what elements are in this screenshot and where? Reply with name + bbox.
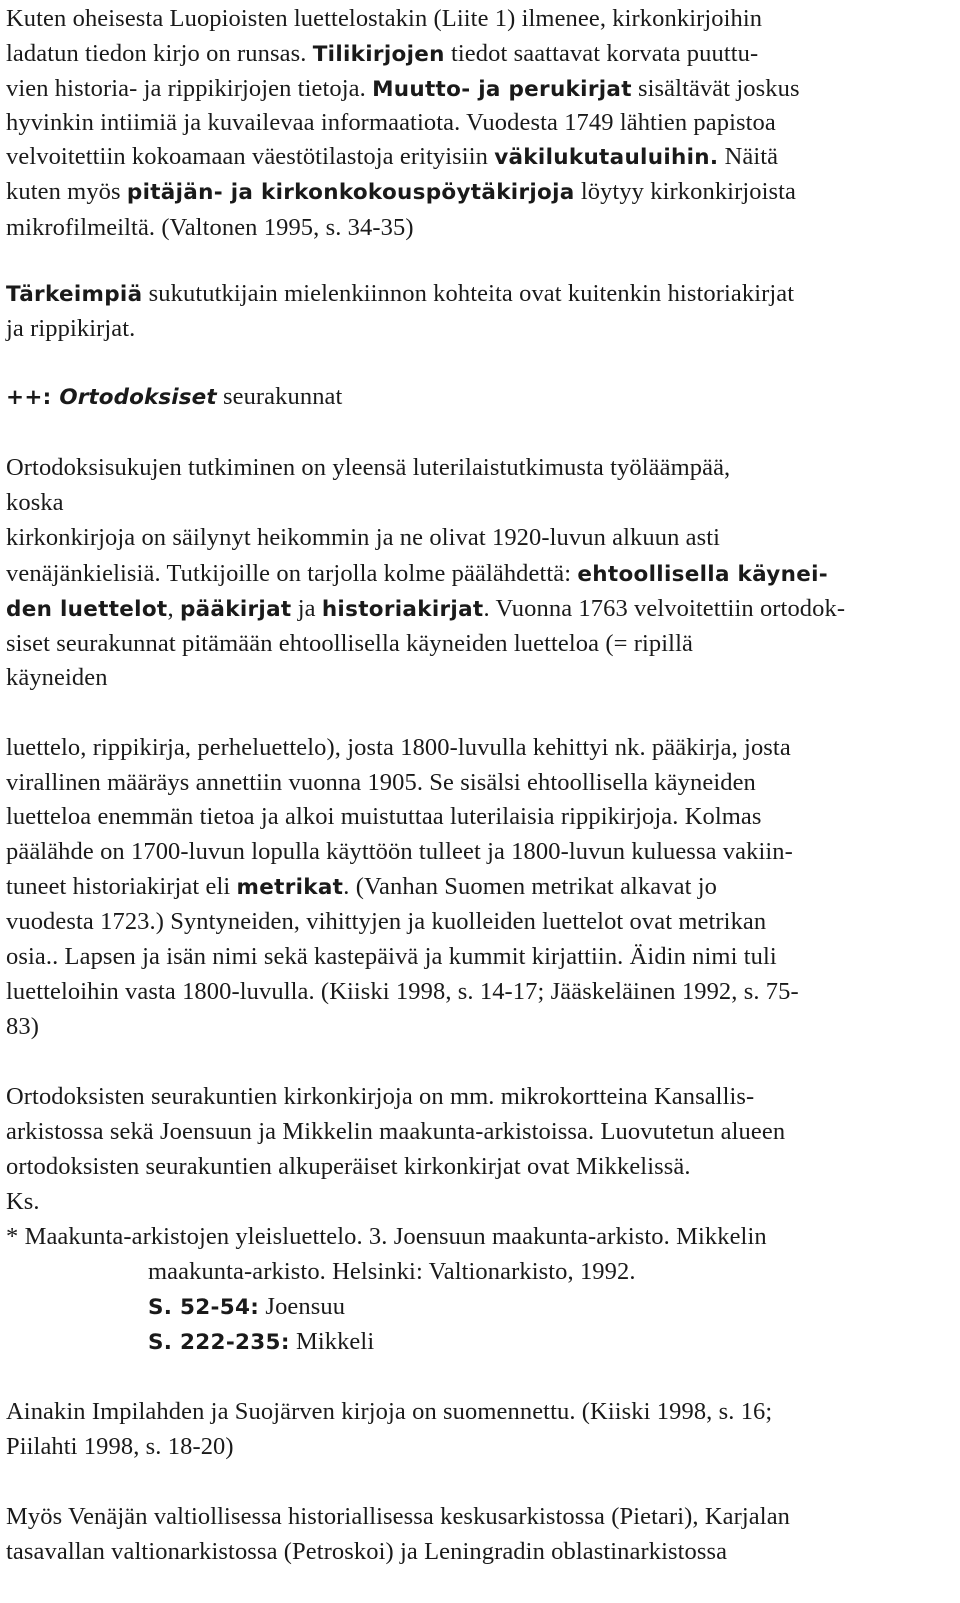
bold-italic-term: Ortodoksiset <box>59 385 217 410</box>
text-line <box>6 1395 772 1429</box>
text-run: venäjänkielisiä. Tutkijoille on tarjolla kolme päälähdettä: <box>6 560 578 587</box>
text-run: luettelo, rippikirja, perheluettelo), josta 1800-luvulla kehittyi nk. pääkirja, josta <box>6 734 791 761</box>
text-run: seurakunnat <box>216 383 343 410</box>
text-line <box>6 661 108 695</box>
text-line <box>6 940 777 974</box>
text-run: sisältävät joskus <box>631 75 800 102</box>
bold-term: pitäjän- ja kirkonkokouspöytäkirjoja <box>126 180 575 205</box>
text-line <box>6 1150 691 1184</box>
text-line <box>6 975 799 1009</box>
text-line <box>6 1430 234 1464</box>
text-line <box>148 1255 636 1289</box>
text-run: . (Vanhan Suomen metrikat alkavat jo <box>343 873 717 900</box>
bold-term: Muutto- ja perukirjat <box>372 77 632 102</box>
text-run: koska <box>6 489 64 516</box>
text-run: , <box>167 595 180 622</box>
text-run: Kuten oheisesta Luopioisten luettelostakin (Liite 1) ilmenee, kirkonkirjoihin <box>6 5 763 32</box>
bold-term: S. 52-54: <box>148 1295 260 1320</box>
text-run: hyvinkin intiimiä ja kuvailevaa informaatiota. Vuodesta 1749 lähtien papistoa <box>6 109 776 136</box>
text-line <box>6 1185 40 1219</box>
text-run: ladatun tiedon kirjo on runsas. <box>6 40 313 67</box>
text-line <box>6 1080 754 1114</box>
text-run: päälähde on 1700-luvun lopulla käyttöön tulleet ja 1800-luvun kuluessa vakiin- <box>6 838 793 865</box>
bold-term: metrikat <box>236 875 344 900</box>
text-line <box>6 175 796 209</box>
text-line <box>6 37 758 71</box>
text-line <box>6 1115 785 1149</box>
text-line <box>6 380 342 414</box>
text-run: Myös Venäjän valtiollisessa historiallisessa keskusarkistossa (Pietari), Karjalan <box>6 1503 791 1530</box>
bold-term: S. 222-235: <box>148 1330 290 1355</box>
text-run: luetteloa enemmän tietoa ja alkoi muistuttaa luterilaisia rippikirjoja. Kolmas <box>6 803 762 830</box>
text-run: kirkonkirjoja on säilynyt heikommin ja ne olivat 1920-luvun alkuun asti <box>6 524 721 551</box>
text-run: vuodesta 1723.) Syntyneiden, vihittyjen ja kuolleiden luettelot ovat metrikan <box>6 908 767 935</box>
text-line <box>6 277 794 311</box>
text-run: ja <box>291 595 322 622</box>
text-run: tasavallan valtionarkistossa (Petroskoi) ja Leningradin oblastinarkistossa <box>6 1538 728 1565</box>
text-run: Ks. <box>6 1188 40 1215</box>
text-run: virallinen määräys annettiin vuonna 1905. Se sisälsi ehtoollisella käyneiden <box>6 769 756 796</box>
text-line <box>6 800 762 834</box>
text-run: ortodoksisten seurakuntien alkuperäiset kirkonkirjat ovat Mikkelissä. <box>6 1153 691 1180</box>
text-run: tiedot saattavat korvata puuttu- <box>444 40 759 67</box>
bold-term: väkilukutauluihin. <box>494 145 719 170</box>
text-line <box>6 627 693 661</box>
text-line <box>6 592 845 626</box>
text-line <box>148 1325 374 1359</box>
text-line <box>6 905 766 939</box>
text-run: . Vuonna 1763 velvoitettiin ortodok- <box>483 595 846 622</box>
text-run: osia.. Lapsen ja isän nimi sekä kastepäivä ja kummit kirjattiin. Äidin nimi tuli <box>6 943 777 970</box>
text-run: * Maakunta-arkistojen yleisluettelo. 3. Joensuun maakunta-arkisto. Mikkelin <box>6 1223 767 1250</box>
text-run: luetteloihin vasta 1800-luvulla. (Kiiski 1998, s. 14-17; Jääskeläinen 1992, s. 75- <box>6 978 799 1005</box>
text-run: siset seurakunnat pitämään ehtoollisella käyneiden luetteloa (= ripillä <box>6 630 693 657</box>
text-line <box>6 1535 727 1569</box>
text-run: käyneiden <box>6 664 108 691</box>
text-line <box>6 486 64 520</box>
text-run: Ortodoksisten seurakuntien kirkonkirjoja on mm. mikrokortteina Kansallis- <box>6 1083 755 1110</box>
text-run: maakunta-arkisto. Helsinki: Valtionarkisto, 1992. <box>148 1258 636 1285</box>
text-run: Ortodoksisukujen tutkiminen on yleensä luterilaistutkimusta työläämpää, <box>6 454 731 481</box>
text-run: tuneet historiakirjat eli <box>6 873 237 900</box>
text-line <box>6 1220 767 1254</box>
text-line <box>6 1500 790 1534</box>
text-line <box>148 1290 345 1324</box>
bold-term: den luettelot <box>6 597 168 622</box>
text-run: Piilahti 1998, s. 18-20) <box>6 1433 234 1460</box>
text-line <box>6 72 800 106</box>
text-line <box>6 521 720 555</box>
text-run: Ainakin Impilahden ja Suojärven kirjoja on suomennettu. (Kiiski 1998, s. 16; <box>6 1398 773 1425</box>
text-line <box>6 1010 39 1044</box>
text-run: Joensuu <box>259 1293 346 1320</box>
text-run: sukututkijain mielenkiinnon kohteita ovat kuitenkin historiakirjat <box>142 280 795 307</box>
text-line <box>6 2 762 36</box>
text-line <box>6 211 414 245</box>
text-run: Näitä <box>718 143 779 170</box>
bold-term: ++: <box>6 385 60 410</box>
text-line <box>6 766 756 800</box>
text-run: vien historia- ja rippikirjojen tietoja. <box>6 75 373 102</box>
text-run: arkistossa sekä Joensuun ja Mikkelin maakunta-arkistoissa. Luovutetun alueen <box>6 1118 786 1145</box>
text-line <box>6 731 791 765</box>
text-line <box>6 835 793 869</box>
text-run: kuten myös <box>6 178 127 205</box>
text-run: 83) <box>6 1013 39 1040</box>
text-run: Mikkeli <box>289 1328 375 1355</box>
text-run: ja rippikirjat. <box>6 315 136 342</box>
bold-term: Tilikirjojen <box>312 42 445 67</box>
bold-term: Tärkeimpiä <box>6 282 143 307</box>
bold-term: historiakirjat <box>321 597 484 622</box>
text-line <box>6 557 828 591</box>
text-run: velvoitettiin kokoamaan väestötilastoja erityisiin <box>6 143 495 170</box>
text-run: mikrofilmeiltä. (Valtonen 1995, s. 34-35) <box>6 214 414 241</box>
text-line <box>6 140 778 174</box>
text-line <box>6 870 717 904</box>
text-line <box>6 451 730 485</box>
bold-term: pääkirjat <box>179 597 292 622</box>
text-line <box>6 312 135 346</box>
text-run: löytyy kirkonkirjoista <box>574 178 797 205</box>
text-line <box>6 106 776 140</box>
bold-term: ehtoollisella käynei- <box>577 562 828 587</box>
